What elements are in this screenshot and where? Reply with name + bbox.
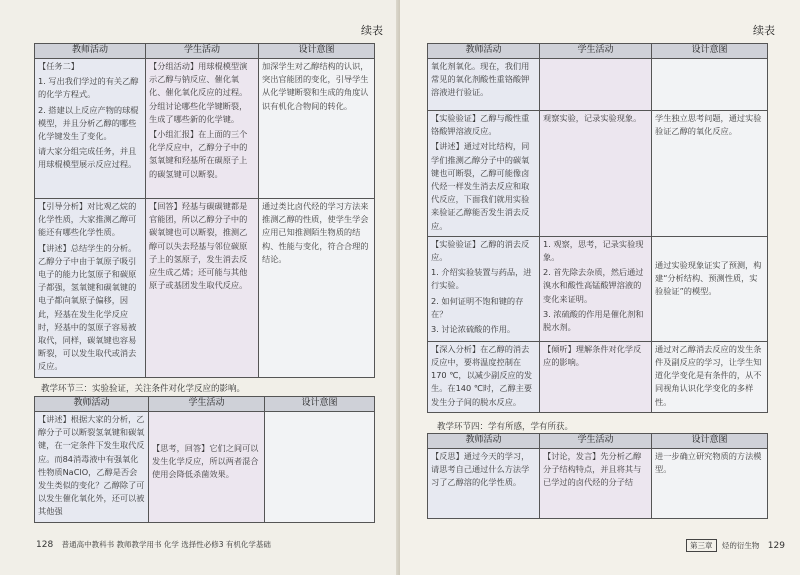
design-intent-cell <box>652 341 768 412</box>
design-intent-cell <box>259 199 375 378</box>
student-text: 【分组活动】用球棍模型演示乙醇与钠反应、催化氧化、催化氧化反应的过程。分组讨论哪些化学键断裂，生成了哪些新的化学键。 <box>149 61 248 124</box>
right-page <box>400 0 800 575</box>
column-header-student: 学生活动 <box>540 44 652 59</box>
student-text: 3. 浓硫酸的作用是催化剂和脱水剂。 <box>543 308 644 333</box>
design-text: 进一步确立研究物质的方法模型。 <box>655 451 762 475</box>
teacher-text: 氧化剂氧化。现在，我们用常见的氧化剂酸性重铬酸钾溶液进行验证。 <box>431 61 530 98</box>
lesson-table <box>427 433 768 519</box>
student-activity-cell <box>540 341 652 412</box>
table-row <box>35 59 375 199</box>
design-text: 学生独立思考问题，通过实验验证乙醇的氧化反应。 <box>655 113 762 137</box>
column-header-design: 设计意图 <box>259 44 375 59</box>
teacher-activity-cell <box>428 111 540 237</box>
teacher-activity-cell <box>35 412 149 523</box>
lesson-table <box>427 43 768 413</box>
teacher-activity-cell <box>35 59 146 199</box>
column-header-design: 设计意图 <box>265 397 375 412</box>
student-text: 【倾听】理解条件对化学反应的影响。 <box>543 343 642 368</box>
student-activity-cell <box>540 59 652 111</box>
teacher-text: 1. 写出我们学过的有关乙醇的化学方程式。 <box>38 76 139 100</box>
table-row <box>428 341 768 412</box>
teacher-text: 2. 如何证明不饱和键的存在？ <box>431 295 524 319</box>
teacher-text: 【深入分析】在乙醇的消去反应中，要将温度控制在170 ℃，以减少副反应的发生。在140 ℃时，乙醇主要发生分子间的脱水反应。 <box>431 343 533 407</box>
student-text: 观察实验，记录实验现象。 <box>543 113 642 123</box>
design-intent-cell <box>652 59 768 111</box>
student-text: 【讨论，发言】先分析乙醇分子结构特点，并且将其与已学过的卤代烃的分子结 <box>543 451 642 488</box>
design-intent-cell <box>265 412 375 523</box>
teacher-text: 【反思】通过今天的学习，请思考自己通过什么方法学习了乙醇溶的化学性质。 <box>431 451 530 488</box>
column-header-design: 设计意图 <box>652 434 768 449</box>
column-header-teacher: 教师活动 <box>428 44 540 59</box>
teacher-text: 3. 讨论浓硫酸的作用。 <box>431 324 516 335</box>
column-header-design: 设计意图 <box>652 44 768 59</box>
student-activity-cell <box>540 236 652 341</box>
design-intent-cell <box>652 111 768 237</box>
design-text: 通过类比卤代烃的学习方法来推测乙醇的性质，使学生学会应用已知推测陌生物质的结构、性能与变化，符合合理的结论。 <box>262 201 369 264</box>
task-label: 【任务二】 <box>38 61 79 71</box>
student-activity-cell <box>149 412 265 523</box>
teacher-text: 【引导分析】对比观乙烷的化学性质，大家推测乙醇可能还有哪些化学性质。 <box>38 201 137 238</box>
teacher-activity-cell <box>428 341 540 412</box>
page-footer <box>36 539 271 550</box>
design-intent-cell <box>259 59 375 199</box>
design-intent-cell <box>652 236 768 341</box>
teacher-activity-cell <box>35 199 146 378</box>
column-header-student: 学生活动 <box>146 44 259 59</box>
table-row <box>35 199 375 378</box>
page-header-continued: 续表 <box>753 24 775 37</box>
page-header-continued: 续表 <box>361 24 383 37</box>
table-row <box>428 59 768 111</box>
page-number: 128 <box>36 540 54 550</box>
teacher-text: 【讲述】根据大家的分析，乙醇分子可以断裂氢氧键和碳氧键，在一定条件下发生取代反应。而84消毒液中有强氧化性物质NaClO，乙醇是否会发生类似的变化？乙醇除了可以发生催化氧化外，还可以被其他强 <box>38 414 145 517</box>
teacher-activity-cell <box>428 59 540 111</box>
student-text: 【小组汇报】在上面的三个化学反应中，乙醇分子中的氢氧键和羟基所在碳原子上的碳氢键可以断裂。 <box>149 129 248 179</box>
page-number: 129 <box>767 541 785 551</box>
design-text: 加深学生对乙醇结构的认识，突出官能团的变化，引导学生从化学键断裂和生成的角度认识有机化合物间的转化。 <box>262 61 369 111</box>
teacher-text: 【讲述】总结学生的分析。乙醇分子中由于氧原子吸引电子的能力比氢原子和碳原子都强，氢氧键和碳氧键的电子都向氧原子偏移，因此，羟基在发生化学反应时，羟基中的氢原子容易被取代，同样，碳氧键也容易断裂，可以发生取代或消去反应。 <box>38 242 137 372</box>
teacher-text: 2. 搭建以上反应产物的球棍模型，并且分析乙醇的哪些化学键发生了变化。 <box>38 104 139 142</box>
column-header-student: 学生活动 <box>149 397 265 412</box>
student-text: 【回答】羟基与碳碳键都是官能团，所以乙醇分子中的碳氧键也可以断裂，推测乙醇可以失去羟基与邻位碳原子上的氢原子，发生消去反应生成乙烯；还可能与其他原子或基团发生取代反应。 <box>149 201 248 291</box>
student-activity-cell <box>146 59 259 199</box>
table-row <box>428 449 768 519</box>
teacher-text: 【实验验证】乙醇的消去反应。 <box>431 238 530 263</box>
column-header-teacher: 教师活动 <box>35 44 146 59</box>
student-activity-cell <box>540 449 652 519</box>
chapter-title: 烃的衍生物 <box>721 541 760 550</box>
teacher-text: 请大家分组完成任务，并且用球棍模型展示反应过程。 <box>38 146 137 170</box>
section-caption: 教学环节四：学有所感，学有所获。 <box>437 422 574 432</box>
column-header-teacher: 教师活动 <box>428 434 540 449</box>
column-header-teacher: 教师活动 <box>35 397 149 412</box>
table-row <box>428 236 768 341</box>
student-activity-cell <box>540 111 652 237</box>
teacher-text: 【讲述】通过对比结构，同学们推测乙醇分子中的碳氧键也可断裂，乙醇可能像卤代烃一样发生消去反应和取代反应，下面我们就用实验来验证乙醇能否发生消去反应。 <box>431 141 530 231</box>
teacher-activity-cell <box>428 236 540 341</box>
design-intent-cell <box>652 449 768 519</box>
section-caption: 教学环节三：实验验证，关注条件对化学反应的影响。 <box>41 384 246 394</box>
student-activity-cell <box>146 199 259 378</box>
design-text: 通过对乙醇消去反应的发生条件及副反应的学习，让学生知道化学变化是有条件的，从不同视角认识化学变化的多样性。 <box>655 343 762 407</box>
column-header-student: 学生活动 <box>540 434 652 449</box>
teacher-activity-cell <box>428 449 540 519</box>
lesson-table <box>34 43 375 378</box>
design-text: 通过实验现象证实了预测，构建“分析结构、预测性质，实验验证”的模型。 <box>655 259 762 297</box>
page-footer <box>686 539 785 552</box>
teacher-text: 【实验验证】乙醇与酸性重铬酸钾溶液反应。 <box>431 113 530 137</box>
teacher-text: 1. 介绍实验装置与药品，进行实验。 <box>431 267 532 291</box>
student-text: 1. 观察，思考，记录实验现象。 <box>543 238 644 263</box>
chapter-box: 第三章 <box>686 539 717 552</box>
student-text: 2. 首先除去杂质，然后通过溴水和酸性高锰酸钾溶液的变化来证明。 <box>543 267 644 304</box>
lesson-table <box>34 396 375 523</box>
table-row <box>35 412 375 523</box>
student-text: 【思考，回答】它们之间可以发生化学反应，所以两者混合使用会降低杀菌效果。 <box>152 443 259 480</box>
book-title: 普通高中教科书 教师教学用书 化学 选择性必修3 有机化学基础 <box>61 540 271 549</box>
table-row <box>428 111 768 237</box>
